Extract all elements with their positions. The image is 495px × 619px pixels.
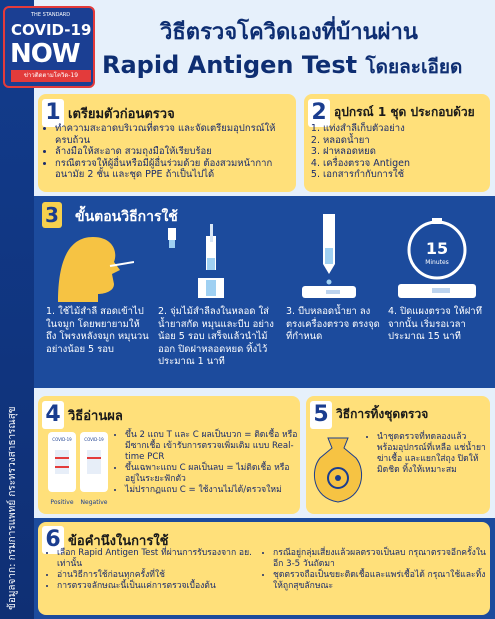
- kit-label-negative: COVID-19: [84, 437, 104, 442]
- section-5-heading: วิธีการทิ้งชุดตรวจ: [336, 407, 429, 421]
- logo-covid: COVID-19: [11, 21, 92, 39]
- timer-number: 15: [425, 239, 449, 258]
- list-item: • ชุดตรวจถือเป็นขยะติดเชื้อและแพร่เชื้อได้ กรุณาใช้และทิ้งให้ถูกสุขลักษณะ: [273, 570, 486, 592]
- list-item: • อ่านวิธีการใช้ก่อนทุกครั้งที่ใช้: [57, 570, 258, 581]
- list-item: • เลือก Rapid Antigen Test ที่ผ่านการรับรองจาก อย. เท่านั้น: [57, 548, 258, 570]
- list-item: • กรณีตรวจให้ผู้อื่นหรือมีผู้อื่นร่วมด้วย ต้องสวมหน้ากากอนามัย 2 ชั้น และชุด PPE ถ้าเป็นไปได้: [55, 158, 292, 181]
- negative-label: Negative: [80, 499, 108, 506]
- section-1-list: [44, 123, 292, 181]
- list-item: • ขึ้นเฉพาะแถบ C ผลเป็นลบ = ไม่ติดเชื้อ หรืออยู่ในระยะฟักตัว: [125, 463, 298, 485]
- section-1-heading: เตรียมตัวก่อนตรวจ: [68, 107, 175, 122]
- list-item: • ไม่ปรากฏแถบ C = ใช้งานไม่ได้/ตรวจใหม่: [125, 485, 298, 496]
- section-6-number: 6: [42, 526, 64, 554]
- logo-now: NOW: [10, 39, 80, 69]
- list-item: • กรณีอยู่กลุ่มเสี่ยงแล้วผลตรวจเป็นลบ กรุณาตรวจอีกครั้งในอีก 3-5 วันถัดมา: [273, 548, 486, 570]
- tube-dip-illustration: [160, 218, 230, 302]
- section-6-left-list: [46, 548, 258, 592]
- drop-onto-test-illustration: [296, 212, 360, 304]
- list-item: 4. เครื่องตรวจ Antigen: [323, 158, 488, 170]
- list-item: 5. เอกสารกำกับการใช้: [323, 169, 488, 181]
- biohazard-bag-icon: [308, 432, 368, 506]
- covid-now-logo: [3, 6, 95, 88]
- section-2-number: 2: [308, 99, 330, 127]
- title-en: Rapid Antigen Test: [102, 51, 358, 79]
- step-2-text: 2. จุ่มไม้สำลีลงในหลอด ใส่น้ำยาสกัด หมุนและบีบ อย่างน้อย 5 รอบ เสร็จแล้วนำไม้ออก ปิดฝาหลอดหยด ทิ้งไว้ประมาณ 1 นาที: [158, 306, 274, 367]
- list-item: 1. แท่งสำลีเก็บตัวอย่าง: [323, 123, 488, 135]
- step-4-text: 4. ปิดแผงตรวจ ให้ฝาทึ จากนั้น เริ่มรอเวลา ประมาณ 15 นาที: [388, 306, 482, 342]
- list-item: • นำชุดตรวจที่ทดลองแล้ว พร้อมอุปกรณ์ที่เหลือ แช่น้ำยาฆ่าเชื้อ และแยกใส่ถุง ปิดให้มิดชิด ทิ้งให้เหมาะสม: [377, 432, 486, 476]
- section-1-number: 1: [42, 99, 64, 127]
- list-item: • ล้างมือให้สะอาด สวมถุงมือให้เรียบร้อย: [55, 146, 292, 158]
- source-credit: ข้อมูลจาก: กรมการแพทย์ กระทรวงสาธารณสุข: [7, 406, 18, 610]
- list-item: • ทำความสะอาดบริเวณที่ตรวจ และจัดเตรียมอุปกรณ์ให้ครบถ้วน: [55, 123, 292, 146]
- timer-illustration: [392, 218, 482, 302]
- section-5-list: [366, 432, 486, 476]
- section-2-list: [312, 123, 488, 181]
- page-title-line1: วิธีตรวจโควิดเองที่บ้านผ่าน: [160, 20, 418, 45]
- step-3-text: 3. บีบหลอดน้ำยา ลงตรงเครื่องตรวจ ตรงจุดที่กำหนด: [286, 306, 380, 342]
- timer-unit: Minutes: [425, 259, 449, 266]
- list-item: • การตรวจลักษณะนี้เป็นแค่การตรวจเบื้องต้น: [57, 581, 258, 592]
- swab-nose-illustration: [48, 232, 134, 302]
- kit-label-positive: COVID-19: [52, 437, 72, 442]
- page-title-line2: [102, 51, 462, 82]
- title-th: โดยละเอียด: [365, 56, 463, 78]
- section-3-number: 3: [42, 202, 62, 228]
- list-item: 3. ฝาหลอดหยด: [323, 146, 488, 158]
- section-6-right-list: [262, 548, 486, 592]
- logo-small: THE STANDARD: [31, 12, 71, 18]
- section-4-number: 4: [42, 401, 64, 429]
- section-4-list: [114, 430, 298, 496]
- section-2-heading: อุปกรณ์ 1 ชุด ประกอบด้วย: [334, 105, 475, 119]
- list-item: • ขึ้น 2 แถบ T และ C ผลเป็นบวก = ติดเชื้อ หรือมีซากเชื้อ เข้ารับการตรวจเพิ่มเติม แบบ Real-time PCR: [125, 430, 298, 463]
- logo-subtitle: ข่าวติดตามโควิด-19: [11, 70, 91, 82]
- positive-label: Positive: [50, 499, 74, 506]
- section-6-heading: ข้อคำนึงในการใช้: [68, 534, 169, 549]
- section-3-heading: ขั้นตอนวิธีการใช้: [75, 209, 178, 225]
- list-item: 2. หลอดน้ำยา: [323, 135, 488, 147]
- test-result-illustration: [46, 430, 110, 508]
- section-5-number: 5: [310, 401, 332, 429]
- section-4-heading: วิธีอ่านผล: [68, 409, 123, 424]
- step-1-text: 1. ใช้ไม้สำลี สอดเข้าไปในจมูก โดยพยายามให้ถึง โพรงหลังจมูก หมุนวนอย่างน้อย 5 รอบ: [46, 306, 149, 355]
